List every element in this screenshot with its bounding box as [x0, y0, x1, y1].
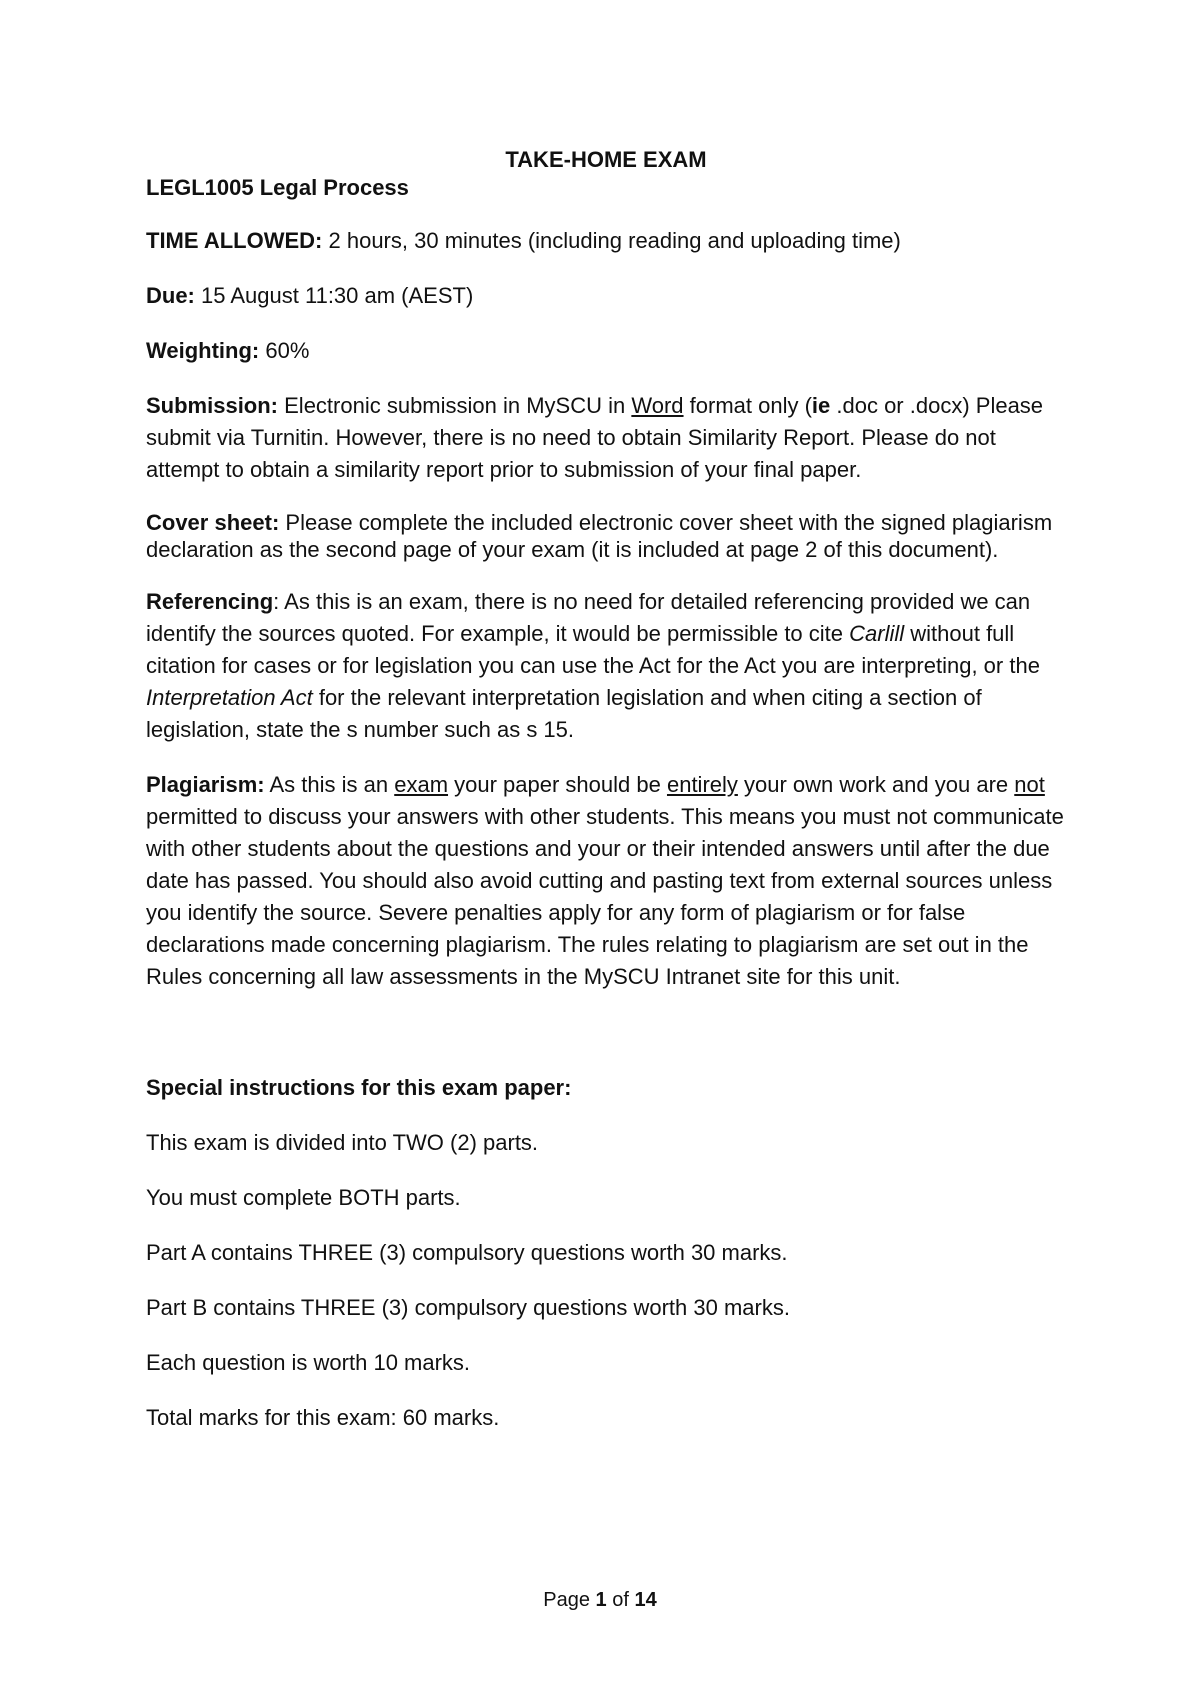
interpretation-act: Interpretation Act: [146, 685, 313, 710]
weighting-value: 60%: [259, 338, 310, 363]
page-footer: [0, 1588, 1200, 1612]
instruction-line: Part B contains THREE (3) compulsory questions worth 30 marks.: [146, 1295, 790, 1320]
special-instructions-list: [146, 1127, 1066, 1434]
weighting-line: [146, 335, 1066, 367]
time-allowed-label: TIME ALLOWED:: [146, 228, 323, 253]
referencing-text: for the relevant interpretation legislation and when citing a section of legislation, state the s number such as s 15.: [146, 685, 982, 742]
due-line: [146, 280, 1066, 312]
instruction-line: Part A contains THREE (3) compulsory questions worth 30 marks.: [146, 1240, 788, 1265]
ie-abbrev: ie: [811, 393, 831, 418]
plagiarism-text: your paper should be: [448, 772, 667, 797]
not-underlined: not: [1014, 772, 1045, 797]
cover-sheet-label: Cover sheet:: [146, 510, 280, 535]
submission-label: Submission:: [146, 393, 279, 418]
submission-text: .doc or .docx) Please submit via Turnitin. However, there is no need to obtain Similarity Report. Please do not attempt to obtain a similarity report prior to submission of your final paper.: [146, 393, 1044, 482]
word-format: Word: [631, 393, 684, 418]
plagiarism-text: permitted to discuss your answers with other students. This means you must not communicate with other students about the questions and your or their intended answers until after the due date has passed. You should also avoid cutting and pasting text from external sources unless you identify the source. Severe penalties apply for any form of plagiarism or for false declarations made concerning plagiarism. The rules relating to plagiarism are set out in the Rules concerning all law assessments in the MySCU Intranet site for this unit.: [146, 804, 1064, 989]
instruction-line: You must complete BOTH parts.: [146, 1185, 461, 1210]
cover-sheet-text: Please complete the included electronic cover sheet with the signed plagiarism declaration as the second page of your exam (it is included at page 2 of this document).: [146, 510, 1053, 562]
plagiarism-label: Plagiarism:: [146, 772, 265, 797]
referencing-label: Referencing: [146, 589, 274, 614]
page-number: 1: [595, 1589, 607, 1611]
time-allowed-value: 2 hours, 30 minutes (including reading and uploading time): [322, 228, 901, 253]
document-body: [146, 146, 1066, 1457]
of-word: of: [606, 1589, 635, 1611]
referencing-text: without full citation for cases or for legislation you can use the Act for the Act you are interpreting, or the: [146, 621, 1040, 678]
carlill-case: Carlill: [849, 621, 905, 646]
special-instructions-heading: Special instructions for this exam paper:: [146, 1075, 572, 1100]
instruction-line: This exam is divided into TWO (2) parts.: [146, 1130, 539, 1155]
due-value: 15 August 11:30 am (AEST): [194, 283, 474, 308]
due-label: Due:: [146, 283, 195, 308]
plagiarism-text: As this is an: [264, 772, 395, 797]
course-title: LEGL1005 Legal Process: [146, 175, 409, 200]
total-pages: 14: [634, 1589, 657, 1611]
entirely-underlined: entirely: [666, 772, 738, 797]
time-allowed-line: [146, 225, 1066, 257]
referencing-text: : As this is an exam, there is no need for detailed referencing provided we can identify the sources quoted. For example, it would be permissible to cite: [146, 589, 1031, 646]
weighting-label: Weighting:: [146, 338, 260, 363]
plagiarism-paragraph: [146, 769, 1066, 993]
submission-paragraph: [146, 390, 1066, 486]
instruction-line: Each question is worth 10 marks.: [146, 1350, 471, 1375]
submission-text: format only (: [683, 393, 812, 418]
page-word: Page: [543, 1589, 596, 1611]
section-spacer: [146, 1016, 1066, 1072]
instruction-line: Total marks for this exam: 60 marks.: [146, 1405, 500, 1430]
document-title: TAKE-HOME EXAM: [505, 147, 707, 172]
plagiarism-text: your own work and you are: [737, 772, 1015, 797]
exam-underlined: exam: [394, 772, 449, 797]
referencing-paragraph: [146, 586, 1066, 746]
submission-text: Electronic submission in MySCU in: [278, 393, 632, 418]
cover-sheet-paragraph: [146, 509, 1066, 563]
